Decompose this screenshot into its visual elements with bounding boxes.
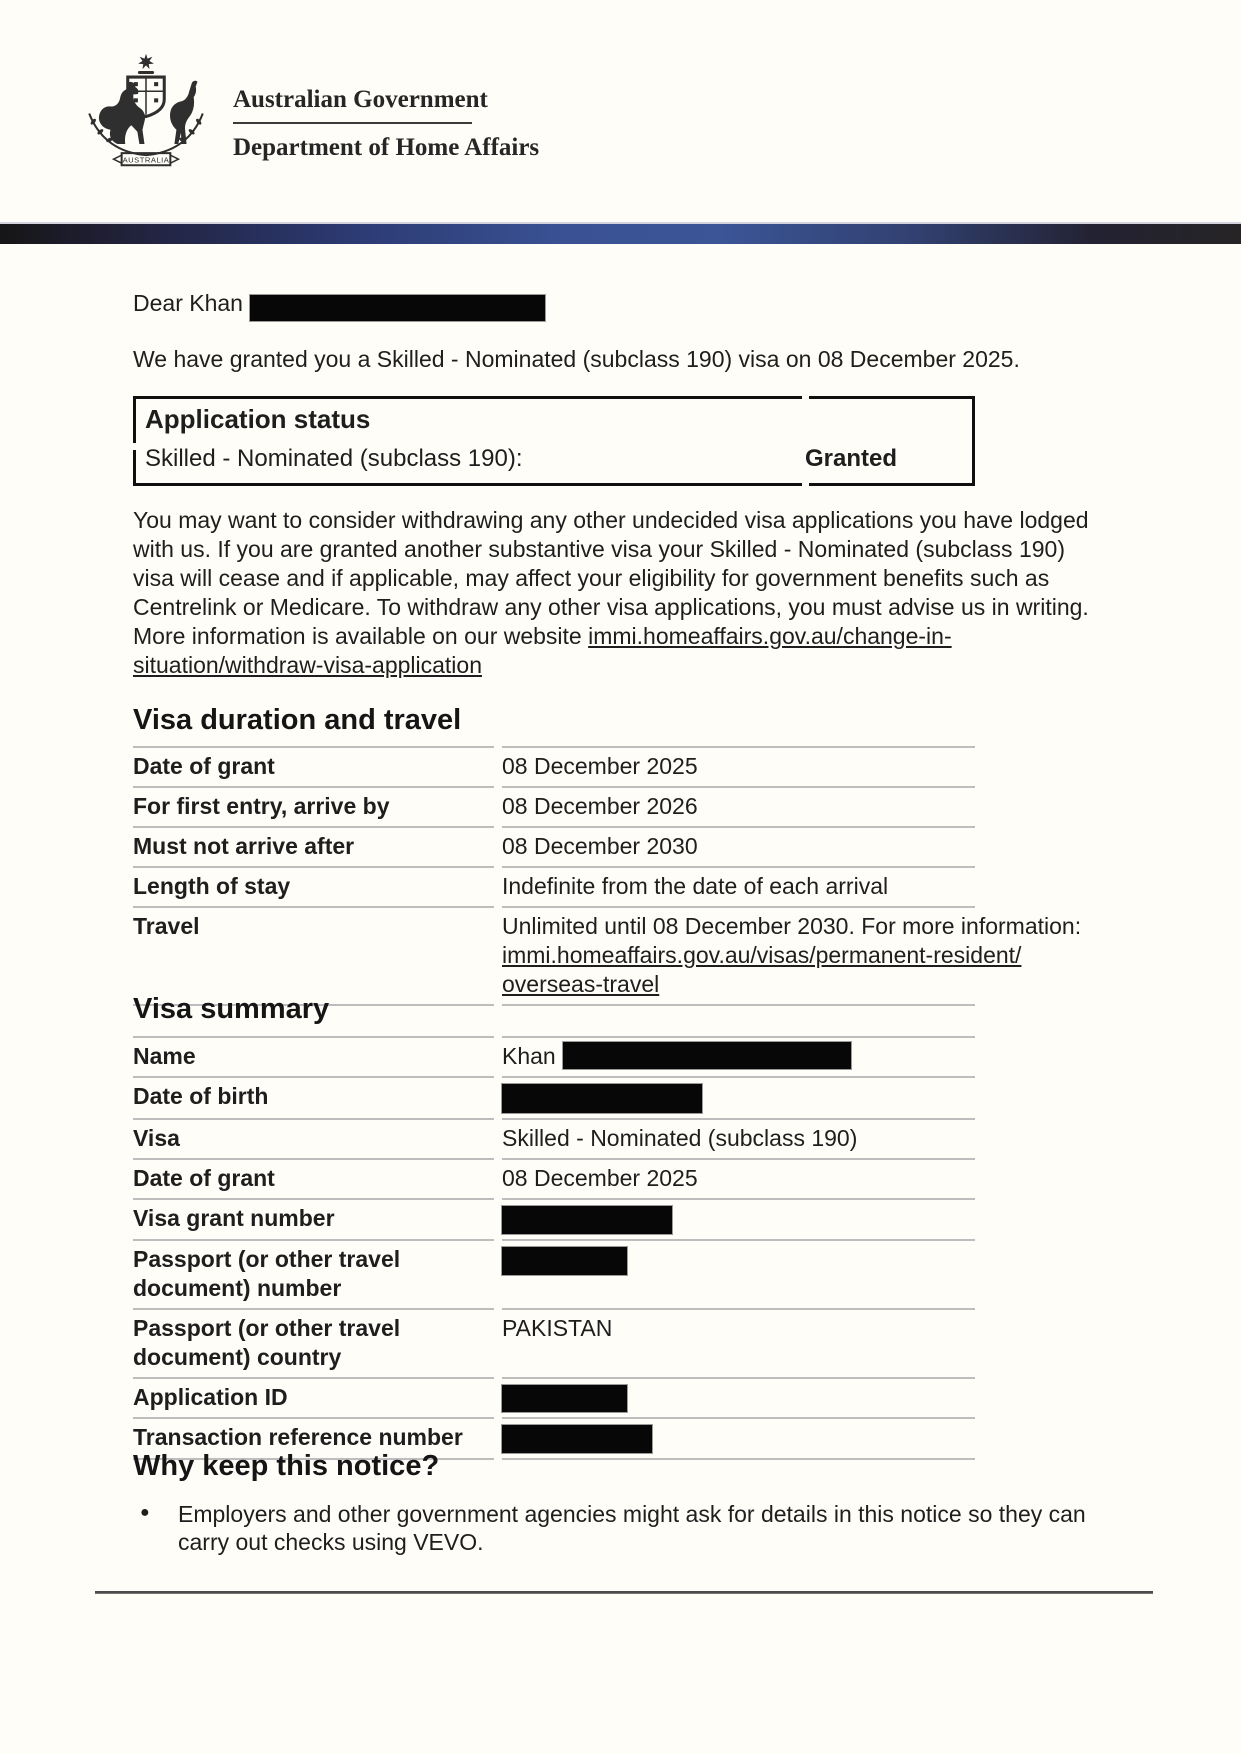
bullet-icon: ● <box>140 1504 150 1521</box>
status-value: Granted <box>805 445 898 472</box>
travel-text: Unlimited until 08 December 2030. For more information: <box>502 913 1082 939</box>
redaction-bar-name <box>563 1042 851 1069</box>
visa-duration-table <box>133 746 1082 1006</box>
row-label: Length of stay <box>133 866 494 906</box>
row-value <box>502 1036 975 1076</box>
row-value: 08 December 2030 <box>502 826 975 866</box>
row-value: Indefinite from the date of each arrival <box>502 866 975 906</box>
banner-text: AUSTRALIA <box>122 155 170 165</box>
redaction-bar-passport-number <box>502 1247 627 1275</box>
overseas-travel-link[interactable] <box>502 942 1021 997</box>
name-visible-part: Khan <box>502 1043 556 1069</box>
row-label: Application ID <box>133 1377 494 1417</box>
redaction-bar-name <box>250 295 545 321</box>
visa-subclass-label: Skilled - Nominated (subclass 190): <box>145 445 523 472</box>
border-notch <box>802 483 809 486</box>
row-label: Transaction reference number <box>133 1417 494 1458</box>
row-value: 08 December 2025 <box>502 1158 975 1198</box>
row-label: Passport (or other travel document) number <box>133 1239 494 1308</box>
visa-duration-heading: Visa duration and travel <box>133 704 462 736</box>
row-value: 08 December 2026 <box>502 786 975 826</box>
row-value <box>502 1076 975 1117</box>
withdraw-text: You may want to consider withdrawing any other undecided visa applications you have lodged with us. If you are granted another substantive visa your Skilled - Nominated (subclass 190) visa will cease and if applicable, may affect your eligibility for government benefits such as Centrelink or Medicare. To withdraw any other visa applications, you must advise us in writing. More information is available on our website <box>133 507 1089 649</box>
row-label: Visa <box>133 1118 494 1158</box>
row-label: Passport (or other travel document) country <box>133 1308 494 1377</box>
redaction-bar-application-id <box>502 1385 627 1412</box>
withdraw-paragraph <box>133 506 1095 680</box>
greeting-line <box>133 290 545 318</box>
row-value <box>502 1377 975 1417</box>
row-value: Skilled - Nominated (subclass 190) <box>502 1118 975 1158</box>
withdraw-link-part2: change-in-situation/withdraw-visa-application <box>133 623 952 678</box>
row-label: Visa grant number <box>133 1198 494 1239</box>
border-notch <box>133 443 136 450</box>
row-value <box>502 1198 975 1239</box>
header-band <box>0 222 1241 244</box>
page-footer-rule <box>95 1591 1153 1594</box>
row-label: Date of birth <box>133 1076 494 1117</box>
table-bottom-border <box>502 1004 975 1006</box>
header-rule <box>233 122 472 124</box>
visa-summary-table <box>133 1036 975 1460</box>
row-label: For first entry, arrive by <box>133 786 494 826</box>
row-value: PAKISTAN <box>502 1308 975 1377</box>
why-keep-bullet-item <box>140 1500 1100 1556</box>
row-value <box>502 1239 975 1308</box>
travel-link-part1: immi.homeaffairs.gov.au/visas/permanent-resident/ <box>502 942 1022 968</box>
row-label: Name <box>133 1036 494 1076</box>
table-bottom-border <box>502 1458 975 1460</box>
row-value: 08 December 2025 <box>502 746 975 786</box>
why-keep-heading: Why keep this notice? <box>133 1450 440 1482</box>
australian-coat-of-arms-icon <box>73 50 219 170</box>
border-notch <box>802 396 809 399</box>
emu-icon <box>170 81 197 144</box>
greeting-text: Dear Khan <box>133 290 243 316</box>
row-label: Date of grant <box>133 1158 494 1198</box>
row-label: Travel <box>133 906 494 1004</box>
redaction-bar-dob <box>502 1084 702 1113</box>
visa-summary-heading: Visa summary <box>133 993 330 1025</box>
gov-title: Australian Government <box>233 86 488 113</box>
commonwealth-star-icon <box>138 54 154 69</box>
travel-link-part2: overseas-travel <box>502 971 660 997</box>
row-label: Must not arrive after <box>133 826 494 866</box>
header-titles <box>233 86 539 162</box>
row-label: Date of grant <box>133 746 494 786</box>
bullet-text: Employers and other government agencies might ask for details in this notice so they can carry out checks using VEVO. <box>178 1501 1086 1555</box>
redaction-bar-visa-grant-number <box>502 1206 672 1234</box>
dept-title: Department of Home Affairs <box>233 134 540 161</box>
grant-intro-line: We have granted you a Skilled - Nominated (subclass 190) visa on 08 December 2025. <box>133 346 1020 372</box>
application-status-box <box>133 396 975 486</box>
application-status-title: Application status <box>145 404 371 434</box>
withdraw-link-part1: immi.homeaffairs.gov.au/ <box>588 623 843 649</box>
row-value <box>502 1417 975 1458</box>
redaction-bar-transaction-ref <box>502 1425 652 1453</box>
row-value-travel <box>502 906 1082 1004</box>
